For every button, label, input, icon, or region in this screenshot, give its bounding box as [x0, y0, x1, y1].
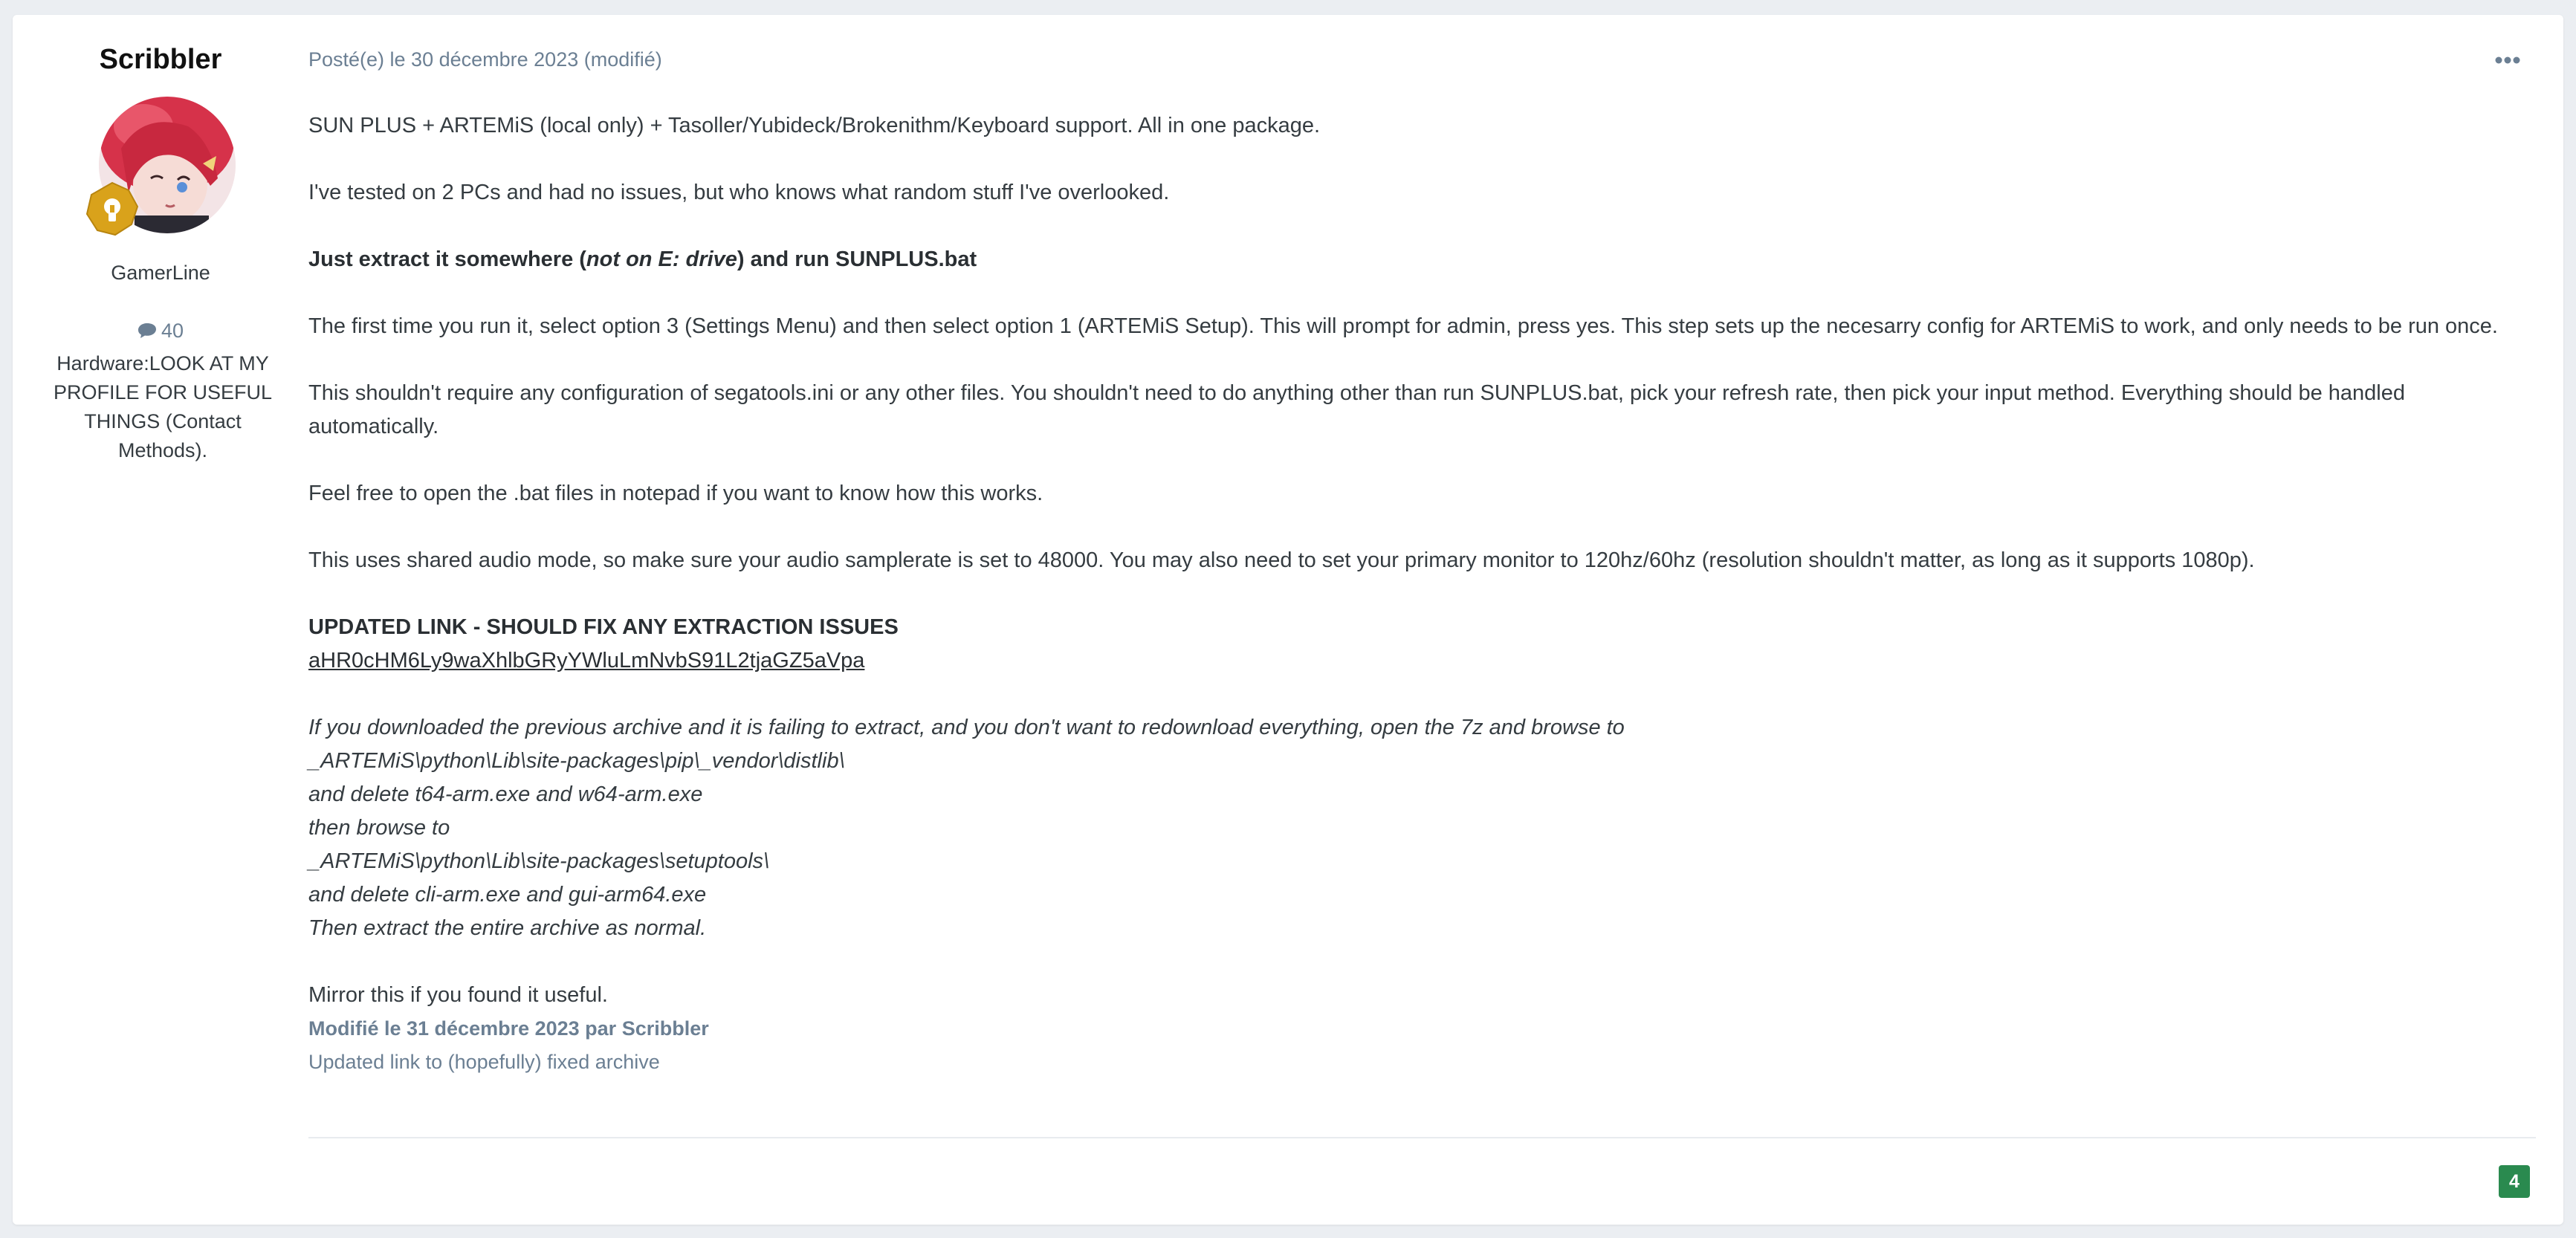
avatar-wrap	[99, 97, 236, 233]
italic-line: Then extract the entire archive as normal.	[308, 916, 707, 940]
extract-text-b: not on E: drive	[586, 247, 737, 271]
forum-post	[13, 15, 2563, 1225]
italic-instructions	[308, 711, 2534, 945]
paragraph-audio: This uses shared audio mode, so make sure your audio samplerate is set to 48000. You may also need to set your primary monitor to 120hz/60hz (resolution shouldn't matter, as long as it supports 1080p).	[308, 548, 2255, 572]
paragraph-bat-files: Feel free to open the .bat files in notepad if you want to know how this works.	[308, 482, 1043, 505]
author-name[interactable]: Scribbler	[99, 44, 222, 75]
update-heading-text: UPDATED LINK - SHOULD FIX ANY EXTRACTION ISSUES	[308, 615, 899, 639]
update-link[interactable]: aHR0cHM6Ly9waXhlbGRyYWluLmNvbS91L2tjaGZ5aVpa	[308, 649, 865, 673]
author-hardware: Hardware:LOOK AT MY PROFILE FOR USEFUL THINGS (Contact Methods).	[53, 352, 273, 461]
paragraph-configuration: This shouldn't require any configuration of segatools.ini or any other files. You shouldn't need to do anything other than run SUNPLUS.bat, pick your refresh rate, then pick your input method. Everything should be handled automatically.	[308, 381, 2405, 438]
italic-line: _ARTEMiS\python\Lib\site-packages\setuptools\	[308, 849, 770, 873]
paragraph-tested: I've tested on 2 PCs and had no issues, but who knows what random stuff I've overlooked.	[308, 181, 1170, 204]
reputation-badge[interactable]: 4	[2499, 1165, 2530, 1198]
italic-line: then browse to	[308, 816, 450, 840]
update-heading	[308, 611, 2534, 644]
rank-badge-icon	[82, 180, 142, 239]
italic-line: _ARTEMiS\python\Lib\site-packages\pip\_vendor\distlib\	[308, 749, 845, 773]
extract-text-c: ) and run SUNPLUS.bat	[737, 247, 977, 271]
paragraph-intro: SUN PLUS + ARTEMiS (local only) + Tasoller/Yubideck/Brokenithm/Keyboard support. All in one package.	[308, 114, 1321, 137]
comment-bubble-icon	[137, 322, 157, 345]
italic-line: If you downloaded the previous archive and it is failing to extract, and you don't want to redownload everything, open the 7z and browse to	[308, 716, 1625, 739]
paragraph-first-run: The first time you run it, select option 3 (Settings Menu) and then select option 1 (ARTEMiS Setup). This will prompt for admin, press yes. This step sets up the necesarry config for ARTEMiS to work, and only needs to be run once.	[308, 314, 2498, 338]
update-link-line	[308, 644, 2534, 678]
paragraph-extract	[308, 243, 2534, 276]
italic-line: and delete cli-arm.exe and gui-arm64.exe	[308, 883, 707, 907]
post-count-value: 40	[161, 320, 184, 342]
post-body	[308, 109, 2534, 1079]
author-group: GamerLine	[111, 262, 210, 284]
post-divider	[308, 1137, 2536, 1138]
author-post-count[interactable]	[13, 320, 308, 345]
edit-reason: Updated link to (hopefully) fixed archive	[308, 1051, 660, 1073]
ellipsis-icon[interactable]	[2490, 49, 2525, 71]
paragraph-closing: Mirror this if you found it useful.	[308, 983, 608, 1007]
post-date[interactable]: Posté(e) le 30 décembre 2023 (modifié)	[308, 48, 662, 71]
edited-by: Modifié le 31 décembre 2023 par Scribbler	[308, 1017, 709, 1040]
italic-line: and delete t64-arm.exe and w64-arm.exe	[308, 782, 703, 806]
extract-text-a: Just extract it somewhere (	[308, 247, 586, 271]
